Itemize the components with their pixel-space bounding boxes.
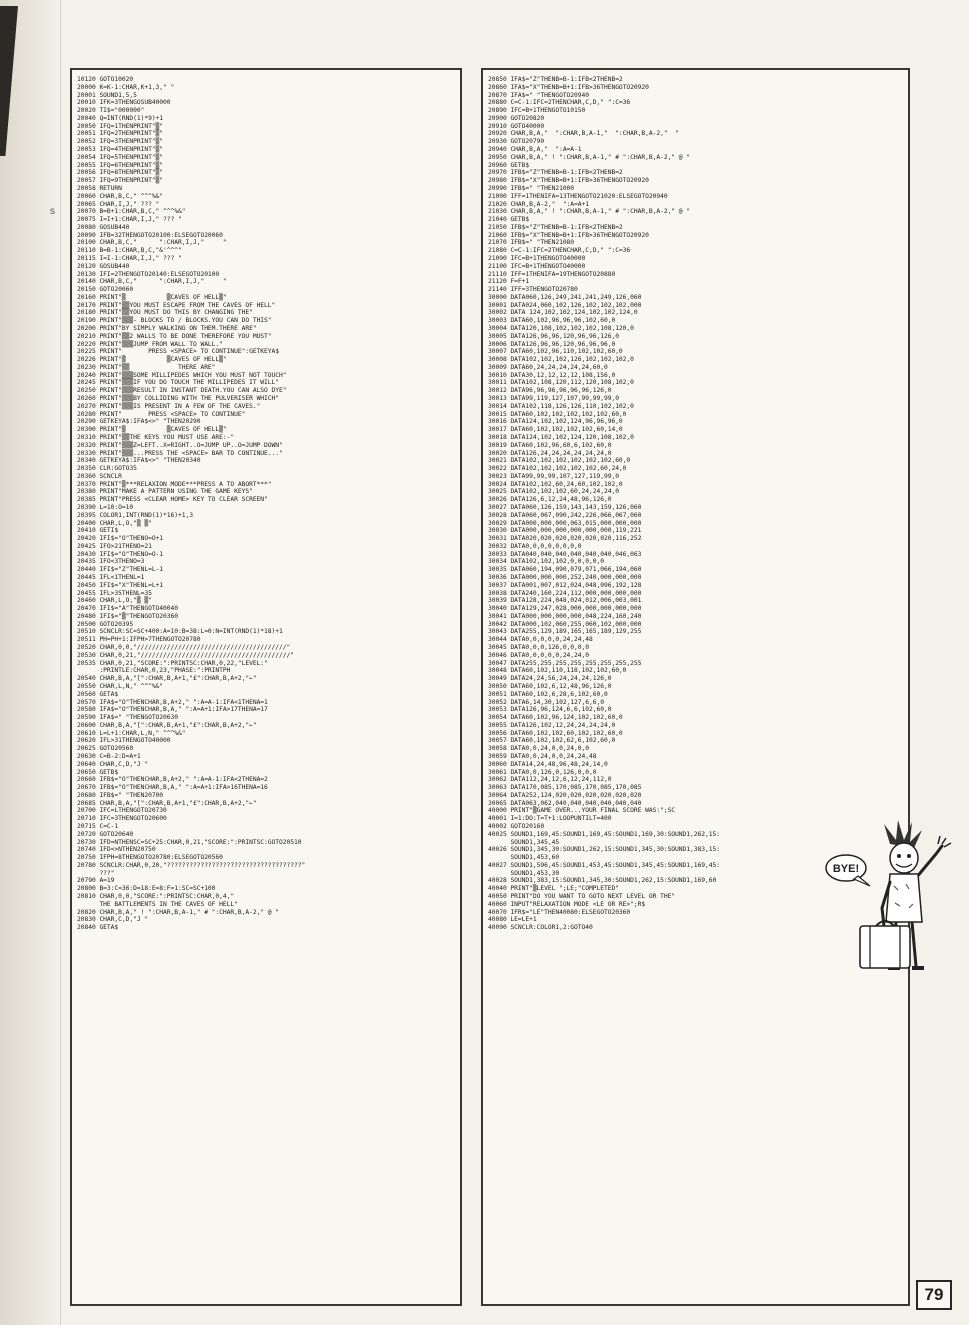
code-line: 20080 GOSUB440 [77,223,130,231]
code-line: 30010 DATA30,12,12,12,12,108,156,0 [488,371,616,379]
code-line: 30019 DATA60,102,96,60,6,102,60,0 [488,441,612,449]
code-line: 20225 PRINT" PRESS <SPACE> TO CONTINUE":GETKEYA$ [77,348,280,356]
code-line: 20920 CHAR,B,A," ":CHAR,B,A-1," ":CHAR,B,A-2," " [488,130,679,138]
code-line: 30044 DATA0,0,0,0,0,24,24,48 [488,636,593,644]
code-line: 20450 IFI$="X"THENL=L+1 [77,581,164,589]
code-line: 30012 DATA96,96,96,96,96,96,126,0 [488,387,612,395]
code-line: 30013 DATA99,119,127,107,99,99,99,0 [488,395,619,403]
code-line: 20200 PRINT"BY SIMPLY WALKING ON THEM.THERE ARE" [77,325,257,332]
code-line: 20850 IFA$="Z"THENB=B-1:IFB<2THENB=2 [488,76,623,83]
code-line: 20370 PRINT"▒***RELAXION MODE***PRESS A TO ABORT***" [77,480,272,488]
code-line: 20970 IFB$="Z"THENB=B-1:IFB<2THENB=2 [488,169,623,177]
code-line: 20170 PRINT"▒▒YOU MUST ESCAPE FROM THE CAVES OF HELL" [77,301,276,309]
code-line: 30022 DATA102,102,102,102,102,60,24,0 [488,465,627,473]
code-line: 30038 DATA240,160,224,112,000,000,000,000 [488,589,642,597]
code-line: 20630 C=B-2:D=A+1 [77,752,141,760]
code-line: 30015 DATA60,102,102,102,102,102,60,0 [488,410,627,418]
code-line: 20230 PRINT"▒▒ THERE ARE" [77,363,216,371]
code-line: 20056 IFQ=8THENPRINT"▒" [77,169,164,177]
code-line: 30028 DATA060,067,090,242,226,066,067,060 [488,511,642,519]
code-line: 20860 IFA$="X"THENB=B+1:IFB>36THENGOTO20920 [488,83,649,91]
code-line: 20510 SCNCLR:SC=SC+400:A=10:B=38:L=0:N=INT(RND(1)*18)+1 [77,628,283,636]
code-line: 20051 IFQ=2THENPRINT"▒" [77,130,164,138]
code-line: 20140 CHAR,B,C," ":CHAR,I,J," " [77,278,227,286]
code-line: 20410 GETI$ [77,527,119,535]
code-line: 20100 CHAR,B,C," ":CHAR,I,J," " [77,239,227,247]
code-line: 20400 CHAR,L,O,"▒ ▒" [77,519,152,527]
code-line: 20890 IFC=B+1THENGOTO10150 [488,107,586,115]
code-line: 20250 PRINT"▒▒▒RESULT IN INSTANT DEATH.YOU CAN ALSO DYE" [77,387,287,395]
code-line: ???" [77,869,115,877]
code-line: 30064 DATA252,124,020,020,020,020,020,020 [488,791,642,799]
code-line: 20820 CHAR,B,A," ! ":CHAR,B,A-1," # ":CHAR,B,A-2," @ " [77,908,280,916]
code-line: 30035 DATA060,194,090,079,071,066,194,060 [488,566,642,574]
code-line: 20460 CHAR,L,O,"▒ ▒" [77,597,152,605]
code-line: 20640 CHAR,C,D,"J " [77,760,149,768]
code-line: 20001 SOUND1,5,5 [77,91,137,99]
code-line: 21070 IFB$=" "THEN21080 [488,239,575,247]
code-line: 30058 DATA0,0,24,0,0,24,0,0 [488,745,590,753]
code-line: 40040 PRINT"▒LEVEL ";LE;"COMPLETED" [488,885,619,893]
code-line: 20670 IFB$="O"THENCHAR,B,A," ":A=A+1:IFA>16THENA=16 [77,784,268,792]
code-line: 30026 DATA126,6,12,24,48,96,126,0 [488,496,612,504]
code-line: 30031 DATA020,020,020,020,020,020,116,252 [488,535,642,543]
code-line: 20960 GETB$ [488,161,530,169]
code-line: 30009 DATA60,24,24,24,24,24,60,0 [488,363,608,371]
code-line: 20435 IFO<3THENO=3 [77,558,145,566]
code-line: 20910 GOTO40000 [488,122,545,130]
code-line: 30046 DATA0,0,0,0,0,24,24,0 [488,651,590,659]
code-line: 40002 GOTO20160 [488,823,545,830]
code-line: 20310 PRINT"▒▒THE KEYS YOU MUST USE ARE:-" [77,433,235,441]
code-line: 20700 IFC=LTHENGOTO20730 [77,807,167,815]
code-line: 21050 IFB$="Z"THENB=B-1:IFB<2THENB=2 [488,223,623,231]
code-line: 20150 GOTO20060 [77,286,134,294]
code-line: 30040 DATA129,247,028,000,000,000,000,000 [488,605,642,613]
code-line: 30050 DATA60,102,6,12,48,96,126,0 [488,682,612,690]
code-line: 20980 IFB$="X"THENB=B+1:IFB>36THENGOTO20920 [488,177,649,185]
code-line: 20880 C=C-1:IFC=2THENCHAR,C,D," ":C=36 [488,99,631,107]
code-line: 20830 CHAR,C,D,"J " [77,916,149,924]
code-line: 30007 DATA60,102,96,110,102,102,60,0 [488,348,623,356]
code-line: 30045 DATA0,0,0,126,0,0,0,0 [488,644,590,652]
code-line: 20950 CHAR,B,A," ! ":CHAR,B,A-1," # ":CHAR,B,A-2," @ " [488,153,691,161]
code-line: 21110 IFF=1THENIFA=19THENGOTO20880 [488,270,616,278]
code-line: 40025 SOUND1,169,45:SOUND1,169,45:SOUND1,169,30:SOUND1,262,15: [488,830,720,838]
code-line: 20511 PH=PH+1:IFPH>7THENGOTO20780 [77,636,201,644]
code-line: 30008 DATA102,102,102,126,102,102,102,0 [488,356,634,364]
code-line: 20385 PRINT"PRESS <CLEAR HOME> KEY TO CLEAR SCREEN" [77,496,268,504]
previous-page-edge-mark [0,6,18,156]
page-number: 79 [916,1280,952,1310]
code-line: 21080 C=C-1:IFC=2THENCHAR,C,D," ":C=36 [488,247,631,255]
code-line: :PRINTLE:CHAR,0,23,"PHASE:":PRINTPH [77,667,231,675]
code-line: 30003 DATA60,102,96,96,96,102,60,0 [488,317,616,325]
code-line: 20580 IFA$="O"THENCHAR,B,A," ":A=A+1:IFA>17THENA=17 [77,706,268,714]
code-line: 10120 GOTO10020 [77,76,134,83]
code-line: 20445 IFL<1THENL=1 [77,574,145,581]
code-line: 40090 SCNCLR:COLOR1,2:GOTO40 [488,924,593,932]
code-line: 30023 DATA99,99,99,107,127,119,99,0 [488,472,619,480]
code-line: 20780 SCNCLR:CHAR,0,20,"????????????????????????????????????" [77,861,306,869]
code-line: 20120 GOSUB440 [77,262,130,270]
code-line: 30006 DATA126,96,96,120,96,96,96,0 [488,340,616,348]
code-line: 21060 IFB$="X"THENB=B+1:IFB>36THENGOTO20920 [488,231,649,239]
code-line: 40000 PRINT"▒GAME OVER...YOUR FINAL SCORE WAS:";SC [488,807,676,815]
code-line: 20530 CHAR,0,21,"////////////////////////////////////////" [77,651,294,659]
code-line: 20020 TI$="000000" [77,107,145,115]
code-line: 30029 DATA000,000,000,063,015,000,000,000 [488,519,642,527]
code-line: 20180 PRINT"▒▒YOU MUST DO THIS BY CHANGING THE" [77,309,253,317]
code-line: 21090 IFC=B+1THENGOTO40000 [488,254,586,262]
code-line: 30048 DATA60,102,110,118,102,102,60,0 [488,667,627,675]
code-line: 40027 SOUND1,596,45:SOUND1,453,45:SOUND1,345,45:SOUND1,169,45: [488,861,720,869]
gutter-fragment: s [50,206,55,217]
code-line: 30016 DATA124,102,102,124,96,96,96,0 [488,418,623,426]
code-line: 20480 IFI$="▒"THENGOTO20360 [77,612,179,620]
code-line: SOUND1,453,30 [488,869,560,877]
code-line: 20500 GOTO20395 [77,620,134,628]
code-line: 20040 Q=INT(RND(1)*9)+1 [77,114,164,122]
code-line: 20380 PRINT"MAKE A PATTERN USING THE GAME KEYS" [77,488,253,496]
code-line: 30030 DATA000,000,000,000,000,000,119,221 [488,527,642,535]
code-listing-left [77,76,460,932]
code-line: 20990 IFB$=" "THEN21000 [488,184,575,192]
code-line: 20430 IFI$="O"THENO=O-1 [77,550,164,558]
code-line: 30059 DATA0,0,24,0,0,24,24,48 [488,752,597,760]
code-line: 21100 IFC=B+1THENGOTO40000 [488,262,586,270]
code-line: SOUND1,453,60 [488,854,560,862]
code-line: 30043 DATA255,129,189,165,165,189,129,255 [488,628,642,636]
code-line: 20070 B=B+1:CHAR,B,C," ^^^%&" [77,208,186,216]
code-line: 20420 IFI$="O"THENO=O+1 [77,535,164,543]
suitcase-icon [860,926,910,968]
code-line: 20055 IFQ=6THENPRINT"▒" [77,161,164,169]
code-line: 20680 IFB$=" "THEN20700 [77,791,164,799]
code-line: 20270 PRINT"▒▒▒IS PRESENT IN A FEW OF THE CAVES." [77,402,261,410]
code-line: 20226 PRINT"▒ ▒CAVES OF HELL▒" [77,356,227,364]
bye-cartoon-illustration [824,816,964,986]
code-line: 20090 IFB=32THENGOTO20100:ELSEGOTO20060 [77,231,223,239]
code-line: 20570 IFA$="O"THENCHAR,B,A+2," ":A=A-1:IFA<1THENA=1 [77,698,268,706]
code-line: 30020 DATA126,24,24,24,24,24,24,0 [488,449,612,457]
code-line: 21020 CHAR,B,A-2," ":A=A+1 [488,200,590,208]
code-line: 30027 DATA060,126,159,143,143,159,126,060 [488,503,642,511]
code-line: 30034 DATA102,102,102,0,0,0,0,0 [488,558,604,566]
code-line: 20730 IFD=NTHENSC=SC+25:CHAR,0,21,"SCORE:":PRINTSC:GOTO20510 [77,838,302,846]
code-line: 30052 DATA6,14,30,102,127,6,6,0 [488,698,604,706]
code-line: 20060 CHAR,B,C," ^^^%&" [77,192,164,200]
code-line: 20160 PRINT"▒ ▒CAVES OF HELL▒" [77,293,227,301]
code-line: 20245 PRINT"▒▒▒IF YOU DO TOUCH THE MILLIPEDES IT WILL" [77,379,280,387]
code-line: 20054 IFQ=5THENPRINT"▒" [77,153,164,161]
code-line: 20300 PRINT"▒ ▒CAVES OF HELL▒" [77,426,227,434]
code-line: 30036 DATA000,000,000,252,240,000,000,000 [488,574,642,581]
code-line: 20395 COLOR1,INT(RND(1)*16)+1,3 [77,511,193,519]
code-line: 20660 IFB$="O"THENCHAR,B,A+2," ":A=A-1:IFA<2THENA=2 [77,776,268,784]
code-line: 30039 DATA128,224,048,024,012,006,003,001 [488,597,642,605]
code-line: 30004 DATA120,108,102,102,102,108,120,0 [488,325,634,332]
code-line: 20560 GETA$ [77,690,119,698]
code-line: 20810 CHAR,0,0,"SCORE:":PRINTSC:CHAR,0,4," [77,893,235,901]
code-line: 20330 PRINT"▒▒▒...PRESS THE <SPACE> BAR TO CONTINUE..." [77,449,283,457]
code-line: 20550 CHAR,L,N," ^^^%&" [77,682,164,690]
code-line: 20425 IFO>21THENO=21 [77,542,152,550]
code-line: 21000 IFF=1THENIFA=13THENGOTO21020:ELSEGOTO20940 [488,192,668,200]
top-bleed-strip [470,0,969,62]
code-line: 30001 DATA024,060,102,126,102,102,102,000 [488,301,642,309]
code-line: 30061 DATA0,0,126,0,126,0,0,0 [488,768,597,776]
code-line: 20740 IFD<>NTHEN20750 [77,846,156,854]
code-line: 20520 CHAR,0,0,"////////////////////////////////////////" [77,644,291,652]
code-line: 20075 I=I+1:CHAR,I,J," ??? " [77,216,182,224]
code-line: 30033 DATA040,040,040,040,040,040,046,063 [488,550,642,558]
code-line: 20290 GETKEYA$:IFA$<>" "THEN20290 [77,418,201,426]
code-line: 30055 DATA126,102,12,24,24,24,24,0 [488,721,616,729]
code-line: 20720 GOTO20640 [77,830,134,838]
code-line: 21040 GETB$ [488,216,530,224]
code-line: 20710 IFC=3THENGOTO20600 [77,815,167,823]
code-line: 20053 IFQ=4THENPRINT"▒" [77,146,164,154]
code-line: 30062 DATA112,24,12,6,12,24,112,0 [488,776,612,784]
code-line: 20320 PRINT"▒▒▒Z=LEFT..X=RIGHT..O=JUMP UP..O=JUMP DOWN" [77,441,283,449]
code-line: 20052 IFQ=3THENPRINT"▒" [77,138,164,146]
code-line: 20050 IFQ=1THENPRINT"▒" [77,122,164,130]
code-line: 20940 CHAR,B,A," ":A=A-1 [488,146,582,154]
code-line: 20000 K=K-1:CHAR,K+1,3," " [77,83,175,91]
code-line: 40028 SOUND1,383,15:SOUND1,345,30:SOUND1,262,15:SOUND1,169,60 [488,877,717,885]
code-line: 20130 IFI=2THENGOTO20140:ELSEGOTO20100 [77,270,220,278]
code-line: 20610 L=L+1:CHAR,L,N," ^^^%&" [77,729,186,737]
code-line: 20870 IFA$=" "THENGOTO20940 [488,91,590,99]
code-line: 30042 DATA000,102,060,255,060,102,000,000 [488,620,642,628]
code-line: 20240 PRINT"▒▒▒SOME MILLIPEDES WHICH YOU MUST NOT TOUCH" [77,371,287,379]
code-line: 20535 CHAR,0,21,"SCORE:":PRINTSC:CHAR,0,22,"LEVEL:" [77,659,268,667]
code-line: 20280 PRINT" PRESS <SPACE> TO CONTINUE" [77,410,246,418]
code-line: 30021 DATA102,102,102,102,102,102,60,0 [488,457,631,465]
code-line: 20900 GOTO20820 [488,114,545,122]
code-line: 40080 LE=LE+1 [488,916,537,924]
code-line: 20220 PRINT"▒▒▒JUMP FROM WALL TO WALL." [77,340,223,348]
code-line: 30060 DATA14,24,48,96,48,24,14,0 [488,760,608,768]
code-line: 30032 DATA0,0,0,0,0,0,0,0 [488,542,582,550]
code-line: 40050 PRINT"DO YOU WANT TO GOTO NEXT LEVEL OR THE" [488,893,676,901]
code-line: 20600 CHAR,B,A,"[":CHAR,B,A+1,"£":CHAR,B,A+2,"←" [77,721,257,729]
code-line: 20470 IFI$="A"THENGOTO40040 [77,605,179,613]
code-line: 30047 DATA255,255,255,255,255,255,255,255 [488,659,642,667]
code-line: 20625 GOTO20560 [77,745,134,753]
code-line: 20455 IFL>35THENL=35 [77,589,152,597]
code-line: 30014 DATA102,118,126,126,110,102,102,0 [488,402,634,410]
code-line: 40070 IFR$="LE"THEN40080:ELSEGOTO20360 [488,908,631,916]
code-line: 20360 SCNCLR [77,472,122,480]
code-line: 20260 PRINT"▒▒▒BY COLLIDING WITH THE PULVERISER WHICH" [77,395,280,403]
code-line: 30011 DATA102,108,120,112,120,108,102,0 [488,379,634,387]
code-line: 30025 DATA102,102,102,60,24,24,24,0 [488,488,619,496]
code-line: 30002 DATA 124,102,102,124,102,102,124,0 [488,309,638,317]
code-line: 30018 DATA124,102,102,124,120,108,102,0 [488,433,634,441]
code-line: 30054 DATA60,102,96,124,102,102,60,0 [488,714,623,722]
code-line: 20058 RETURN [77,184,122,192]
code-line: THE BATTLEMENTS IN THE CAVES OF HELL" [77,900,238,908]
code-line: 20065 CHAR,I,J," ??? " [77,200,160,208]
code-line: 20590 IFA$=" "THENGOTO20630 [77,714,179,722]
code-line: 30053 DATA126,96,124,6,6,102,60,0 [488,706,612,714]
code-line: 20750 IFPH=8THENGOTO20780:ELSEGOTO20560 [77,854,223,862]
code-line: 21030 CHAR,B,A," ! ":CHAR,B,A-1," # ":CHAR,B,A-2," @ " [488,208,691,216]
binding-gutter [0,0,61,1325]
listing-panel-right [481,68,910,1306]
code-line: 20010 IFK=3THENGOSUB40000 [77,99,171,107]
code-line: 20685 CHAR,B,A,"[":CHAR,B,A+1,"£":CHAR,B,A+2,"←" [77,799,257,807]
code-line: 20620 IFL>31THENGOTO40000 [77,737,171,745]
code-line: 20540 CHAR,B,A,"[":CHAR,B,A+1,"£":CHAR,B,A+2,"←" [77,675,257,683]
code-line: 20340 GETKEYA$:IFA$<>" "THEN20340 [77,457,201,465]
code-line: 30017 DATA60,102,102,102,102,60,14,0 [488,426,623,434]
code-line: 21120 F=F+1 [488,278,530,286]
code-line: 40001 I=1:DO:T=T+1:LOOPUNTILT=400 [488,815,612,823]
code-line: 30057 DATA60,102,102,62,6,102,60,0 [488,737,616,745]
code-line: 30049 DATA24,24,56,24,24,24,126,0 [488,675,612,683]
code-line: 30041 DATA000,000,000,000,048,224,160,240 [488,612,642,620]
code-line: 20790 A=19 [77,877,115,885]
code-line: 20190 PRINT"▒▒▒- BLOCKS TO / BLOCKS.YOU CAN DO THIS" [77,317,272,325]
code-line: 20350 CLR:GOTO35 [77,465,137,473]
code-line: 20110 B=B-1:CHAR,B,C,"&'^^^" [77,247,182,255]
code-line: 20930 GOTO20790 [488,138,545,146]
code-listing-right [488,76,908,932]
code-line: 20210 PRINT"▒▒2 WALLS TO BE DONE THEREFORE YOU MUST" [77,332,272,340]
code-line: SOUND1,345,45 [488,838,560,846]
code-line: 30000 DATA060,126,249,241,241,249,126,060 [488,293,642,301]
code-line: 40026 SOUND1,345,30:SOUND1,262,15:SOUND1,345,30:SOUND1,383,15: [488,846,720,854]
code-line: 40060 INPUT"RELAXATION MODE <LE OR RE>";R$ [488,900,646,908]
code-line: 21140 IFF=3THENGOTO20780 [488,286,578,294]
code-line: 20650 GETB$ [77,768,119,776]
code-line: 20115 I=I-1:CHAR,I,J," ??? " [77,254,182,262]
code-line: 30037 DATA001,007,012,024,048,096,192,128 [488,581,642,589]
speech-bubble-text: BYE! [832,863,860,875]
code-line: 20390 L=10:O=10 [77,503,134,511]
code-line: 30005 DATA126,96,96,120,96,96,126,0 [488,332,619,340]
code-line: 30051 DATA60,102,6,28,6,102,60,0 [488,690,608,698]
listing-panel-left [70,68,462,1306]
code-line: 20440 IFI$="Z"THENL=L-1 [77,566,164,574]
code-line: 20057 IFQ=9THENPRINT"▒" [77,177,164,185]
code-line: 30065 DATA063,062,040,040,040,040,040,040 [488,799,642,807]
code-line: 30024 DATA102,102,60,24,60,102,102,0 [488,480,623,488]
code-line: 20800 B=3:C=36:D=18:E=8:F=1:SC=SC+100 [77,885,216,893]
code-line: 20840 GETA$ [77,924,119,932]
code-line: 30056 DATA60,102,102,60,102,102,60,0 [488,729,623,737]
code-line: 20715 C=C-1 [77,823,119,830]
code-line: 30063 DATA170,085,170,085,170,085,170,085 [488,784,642,792]
